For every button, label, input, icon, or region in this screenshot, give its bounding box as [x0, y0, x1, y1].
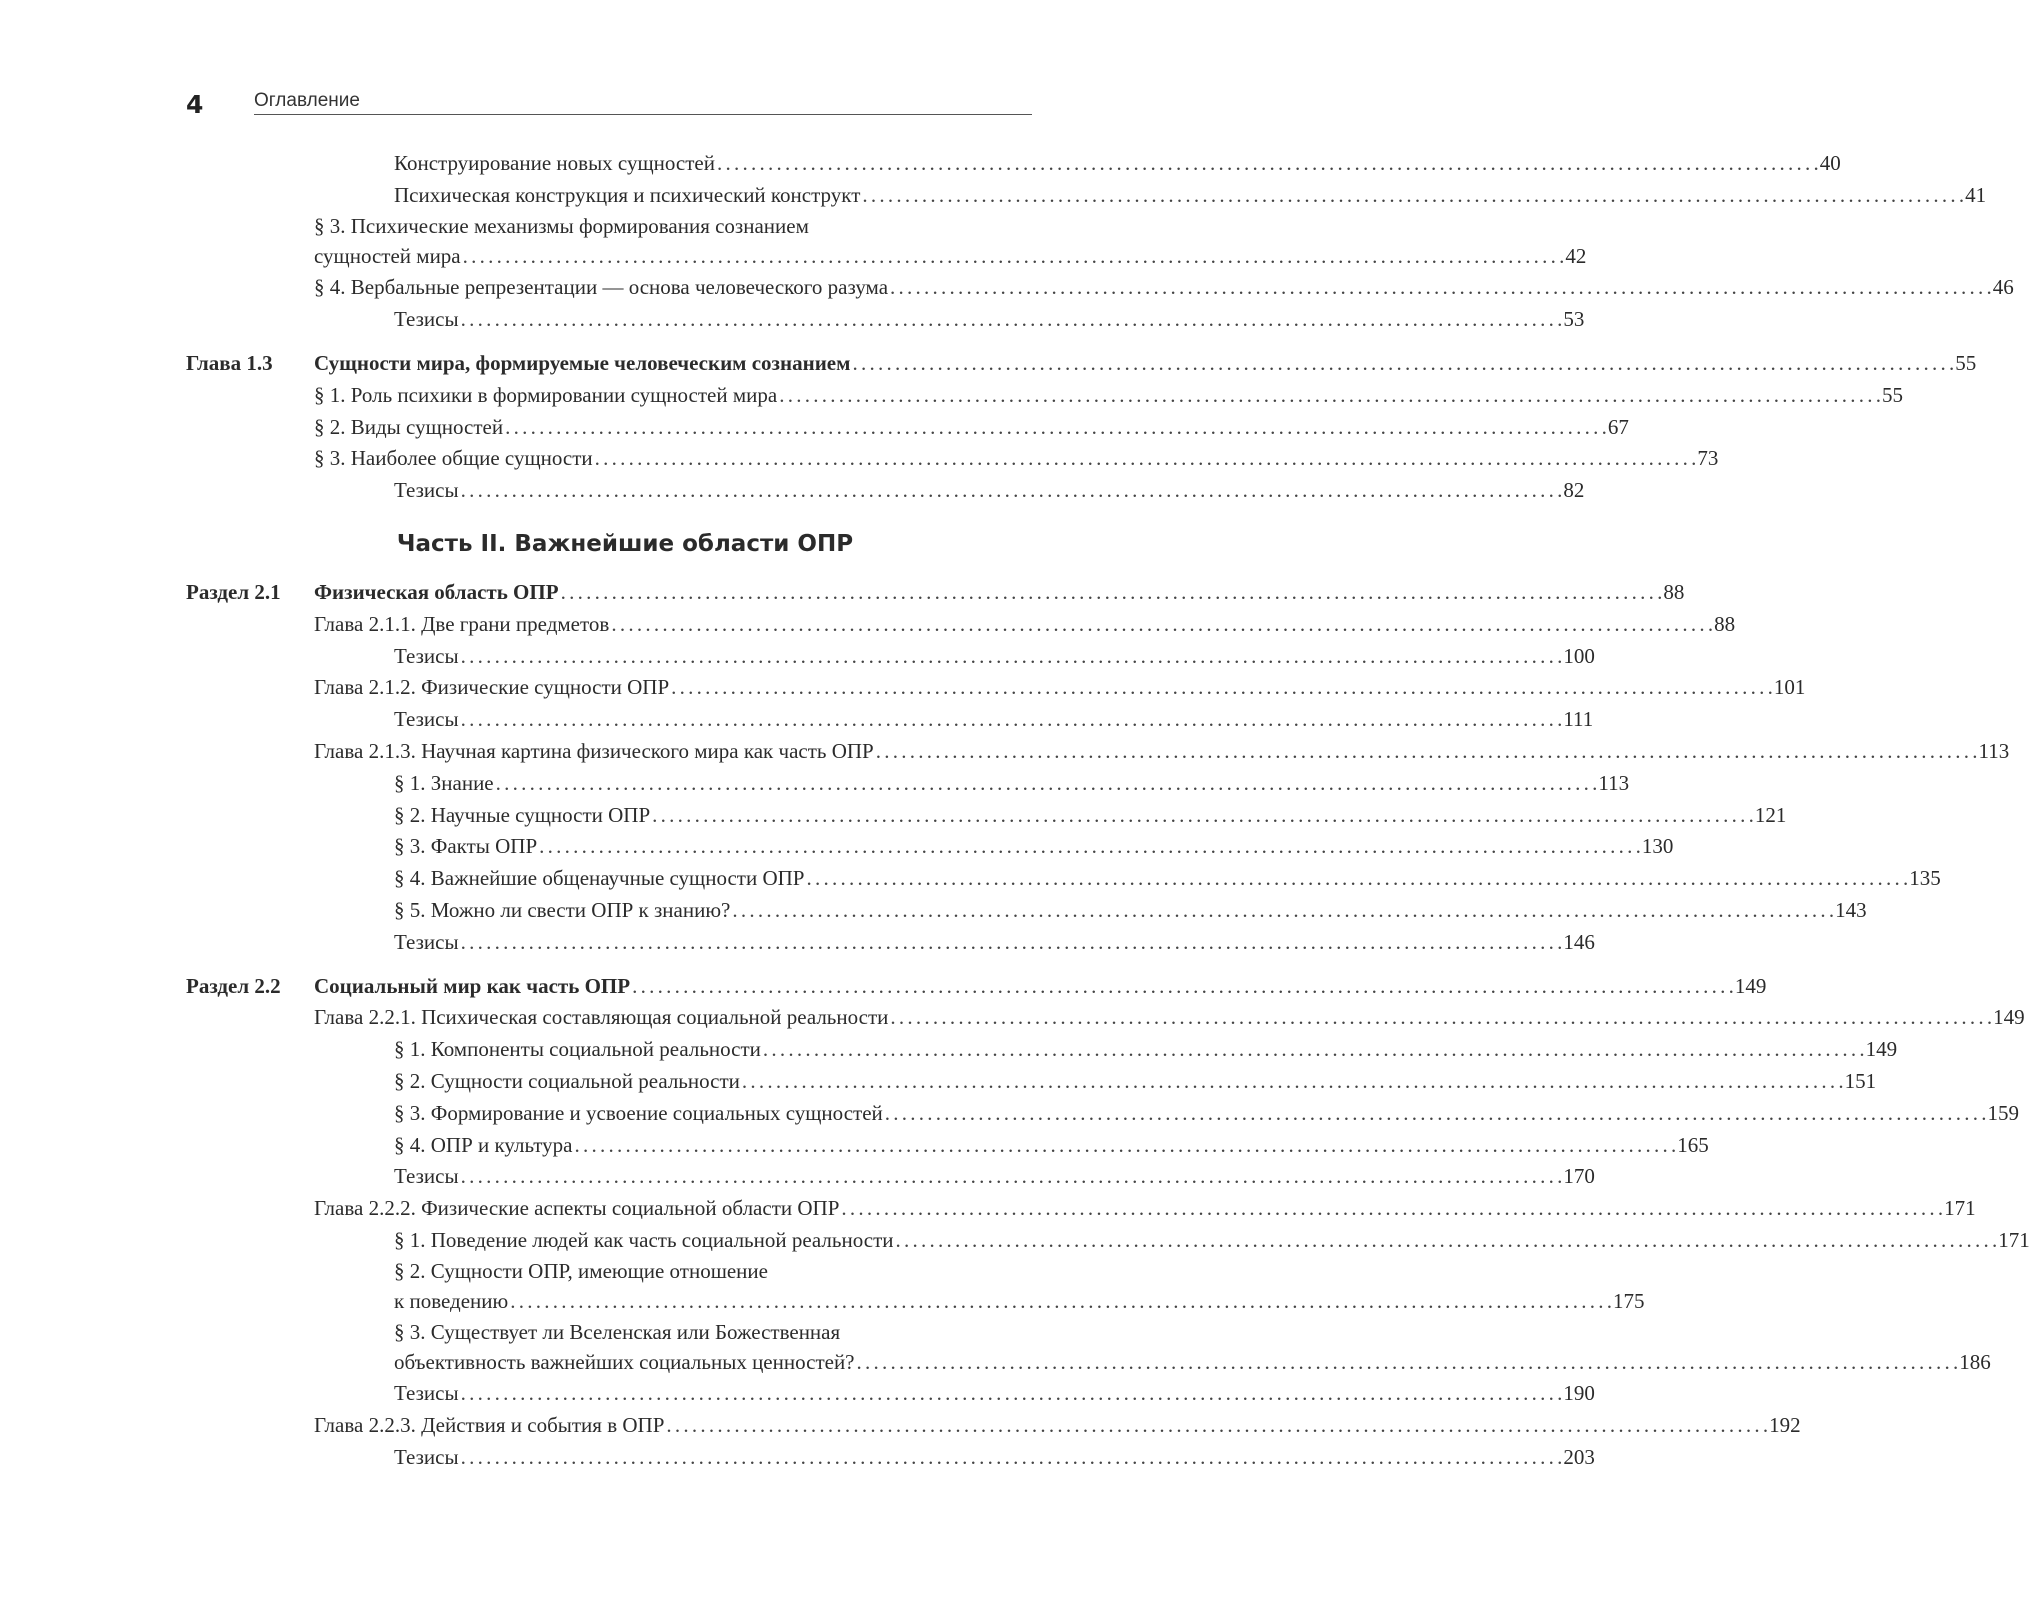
- table-of-contents: [186, 148, 2030, 1474]
- page-number: 4: [186, 90, 204, 119]
- toc-entry[interactable]: [186, 180, 1987, 212]
- toc-entry-title: § 2. Виды сущностей: [314, 414, 504, 439]
- chapter-page: 55: [1955, 350, 1977, 375]
- dot-leader: [806, 863, 1907, 895]
- header-rule: [254, 114, 1032, 115]
- section-title: Социальный мир как часть ОПР: [314, 973, 631, 998]
- toc-entry-title: Глава 2.2.3. Действия и события в ОПР: [314, 1413, 665, 1438]
- dot-leader: [890, 272, 1991, 304]
- toc-entry-page: 88: [1714, 611, 1736, 636]
- toc-entry[interactable]: [186, 1378, 1595, 1410]
- dot-leader: [896, 1225, 1997, 1257]
- running-title: Оглавление: [254, 90, 360, 111]
- toc-entry-page: 101: [1773, 675, 1806, 700]
- section-label: Раздел 2.1: [186, 579, 281, 604]
- toc-entry-page: 41: [1965, 182, 1987, 207]
- toc-entry-page: 171: [1998, 1227, 2030, 1252]
- dot-leader: [510, 1286, 1611, 1318]
- section-label: Раздел 2.2: [186, 973, 281, 998]
- toc-entry-first-line[interactable]: [186, 1318, 1032, 1347]
- dot-leader: [779, 380, 1880, 412]
- toc-entry-page: 186: [1959, 1349, 1991, 1374]
- dot-leader: [671, 672, 1772, 704]
- dot-leader: [611, 609, 1712, 641]
- part-heading: Часть II. Важнейшие области ОПР: [396, 530, 854, 557]
- toc-entry-title: § 4. ОПР и культура: [394, 1132, 573, 1157]
- toc-entry-page: 113: [1978, 738, 2010, 763]
- dot-leader: [885, 1098, 1986, 1130]
- toc-entry-page: 149: [1865, 1037, 1898, 1062]
- toc-entry-page: 100: [1563, 643, 1595, 668]
- toc-entry[interactable]: [186, 475, 1585, 507]
- toc-entry-page: 42: [1565, 243, 1587, 268]
- toc-entry-page: 146: [1563, 929, 1595, 954]
- dot-leader: [652, 800, 1753, 832]
- toc-entry-title: Тезисы: [394, 478, 459, 503]
- toc-entry-title: § 3. Формирование и усвоение социальных сущностей: [394, 1100, 883, 1125]
- dot-leader: [857, 1347, 1958, 1379]
- toc-entry[interactable]: [186, 831, 1674, 863]
- toc-entry[interactable]: [186, 1098, 2020, 1130]
- toc-entry-title: Глава 2.1.1. Две грани предметов: [314, 611, 610, 636]
- toc-entry-title: Тезисы: [394, 1381, 459, 1406]
- toc-entry-page: 55: [1881, 382, 1903, 407]
- toc-entry-page: 67: [1607, 414, 1629, 439]
- toc-entry-page: 40: [1819, 151, 1841, 175]
- toc-entry-title: § 1. Роль психики в формировании сущностей мира: [314, 382, 778, 407]
- toc-entry-title: Глава 2.2.2. Физические аспекты социальной области ОПР: [314, 1196, 840, 1221]
- toc-entry-title: Тезисы: [394, 307, 459, 332]
- toc-entry[interactable]: [186, 895, 1867, 927]
- toc-entry-page: 190: [1563, 1381, 1595, 1406]
- toc-entry-page: 151: [1844, 1068, 1877, 1093]
- toc-entry-title: Тезисы: [394, 929, 459, 954]
- dot-leader: [632, 971, 1733, 1003]
- toc-entry[interactable]: [186, 1161, 1595, 1193]
- toc-entry[interactable]: [186, 863, 1941, 895]
- toc-entry[interactable]: [186, 927, 1595, 959]
- toc-entry-title-line1: § 3. Психические механизмы формирования сознанием: [314, 213, 809, 238]
- toc-entry-page: 175: [1612, 1288, 1645, 1313]
- toc-entry[interactable]: [186, 800, 1787, 832]
- toc-entry-title: § 2. Сущности социальной реальности: [394, 1068, 740, 1093]
- toc-entry[interactable]: [186, 1034, 1898, 1066]
- toc-entry-title: § 4. Вербальные репрезентации — основа человеческого разума: [314, 275, 889, 300]
- toc-entry-title-line1: § 2. Сущности ОПР, имеющие отношение: [394, 1258, 768, 1283]
- toc-entry[interactable]: [186, 1066, 1877, 1098]
- toc-entry[interactable]: [186, 768, 1630, 800]
- toc-entry-title: Глава 2.1.2. Физические сущности ОПР: [314, 675, 670, 700]
- toc-entry-title: объективность важнейших социальных ценностей?: [394, 1349, 855, 1374]
- toc-entry-title: § 1. Компоненты социальной реальности: [394, 1037, 761, 1062]
- toc-entry[interactable]: [186, 272, 2014, 304]
- chapter-title: Сущности мира, формируемые человеческим сознанием: [314, 350, 851, 375]
- toc-entry-page: 159: [1987, 1100, 2020, 1125]
- toc-entry-title: Тезисы: [394, 643, 459, 668]
- toc-entry-page: 192: [1769, 1413, 1801, 1438]
- dot-leader: [876, 736, 1977, 768]
- section-page: 88: [1663, 579, 1685, 604]
- chapter-label: Глава 1.3: [186, 350, 273, 375]
- dot-leader: [574, 1130, 1675, 1162]
- dot-leader: [461, 304, 1562, 336]
- dot-leader: [890, 1002, 1991, 1034]
- toc-entry[interactable]: [186, 1442, 1595, 1474]
- toc-entry[interactable]: [186, 148, 1841, 180]
- toc-entry-title: § 2. Научные сущности ОПР: [394, 802, 651, 827]
- dot-leader: [666, 1410, 1767, 1442]
- toc-entry-title: § 3. Факты ОПР: [394, 834, 538, 859]
- dot-leader: [461, 1161, 1562, 1193]
- dot-leader: [717, 148, 1818, 180]
- toc-entry-title: Тезисы: [394, 1164, 459, 1189]
- toc-entry-page: 82: [1563, 478, 1585, 503]
- toc-entry-page: 171: [1944, 1196, 1976, 1221]
- toc-chapter-1-3[interactable]: [186, 348, 1977, 380]
- dot-leader: [539, 831, 1640, 863]
- toc-entry-page: 165: [1677, 1132, 1709, 1157]
- toc-entry-title: сущностей мира: [314, 243, 461, 268]
- toc-entry-title: § 3. Наиболее общие сущности: [314, 446, 593, 471]
- toc-entry-title: к поведению: [394, 1288, 509, 1313]
- toc-entry-page: 130: [1641, 834, 1674, 859]
- toc-entry-title: Конструирование новых сущностей: [394, 151, 715, 175]
- toc-entry-title: § 4. Важнейшие общенаучные сущности ОПР: [394, 866, 805, 891]
- toc-entry-page: 121: [1754, 802, 1787, 827]
- toc-entry-page: 53: [1563, 307, 1585, 332]
- dot-leader: [505, 412, 1606, 444]
- toc-entry-title: Тезисы: [394, 1444, 459, 1469]
- toc-entry-page: 73: [1697, 446, 1719, 471]
- toc-entry-page: 143: [1835, 897, 1867, 922]
- dot-leader: [463, 241, 1564, 273]
- dot-leader: [841, 1193, 1942, 1225]
- dot-leader: [496, 768, 1597, 800]
- section-page: 149: [1734, 973, 1767, 998]
- dot-leader: [742, 1066, 1843, 1098]
- toc-entry-title: § 5. Можно ли свести ОПР к знанию?: [394, 897, 731, 922]
- toc-entry-title: Психическая конструкция и психический конструкт: [394, 182, 861, 207]
- toc-entry[interactable]: [186, 1130, 1709, 1162]
- toc-entry[interactable]: [186, 1410, 1801, 1442]
- dot-leader: [461, 475, 1562, 507]
- toc-entry-first-line[interactable]: [186, 212, 1032, 241]
- toc-entry-title: Глава 2.1.3. Научная картина физического мира как часть ОПР: [314, 738, 874, 763]
- toc-entry-title: § 1. Знание: [394, 770, 494, 795]
- toc-entry[interactable]: [186, 1286, 1645, 1318]
- toc-entry[interactable]: [186, 672, 1806, 704]
- toc-entry[interactable]: [186, 609, 1736, 641]
- page-header: [186, 86, 1032, 120]
- toc-entry-page: 46: [1992, 275, 2014, 300]
- toc-entry[interactable]: [186, 443, 1719, 475]
- toc-entry-title: § 1. Поведение людей как часть социальной реальности: [394, 1227, 894, 1252]
- toc-entry-title: Глава 2.2.1. Психическая составляющая социальной реальности: [314, 1005, 889, 1030]
- toc-entry[interactable]: [186, 641, 1595, 673]
- dot-leader: [862, 180, 1963, 212]
- toc-entry[interactable]: [186, 1347, 1991, 1379]
- toc-entry-first-line[interactable]: [186, 1257, 1032, 1286]
- section-title: Физическая область ОПР: [314, 579, 559, 604]
- toc-entry-title-line1: § 3. Существует ли Вселенская или Божественная: [394, 1319, 841, 1344]
- toc-entry[interactable]: [186, 736, 2010, 768]
- toc-entry[interactable]: [186, 412, 1629, 444]
- dot-leader: [461, 704, 1562, 736]
- dot-leader: [461, 927, 1562, 959]
- dot-leader: [561, 577, 1662, 609]
- toc-section-2-2[interactable]: [186, 971, 1767, 1003]
- dot-leader: [732, 895, 1833, 927]
- dot-leader: [763, 1034, 1864, 1066]
- toc-entry-page: 111: [1563, 707, 1594, 732]
- toc-entry[interactable]: [186, 304, 1585, 336]
- toc-section-2-1[interactable]: [186, 577, 1685, 609]
- dot-leader: [461, 1378, 1562, 1410]
- toc-entry-page: 203: [1563, 1444, 1595, 1469]
- toc-entry-page: 170: [1563, 1164, 1595, 1189]
- toc-entry[interactable]: [186, 1002, 2025, 1034]
- toc-entry[interactable]: [186, 1225, 2030, 1257]
- toc-entry-page: 135: [1909, 866, 1941, 891]
- toc-entry[interactable]: [186, 241, 1587, 273]
- toc-entry-title: Тезисы: [394, 707, 459, 732]
- dot-leader: [461, 641, 1562, 673]
- toc-entry-page: 113: [1598, 770, 1630, 795]
- dot-leader: [595, 443, 1696, 475]
- toc-entry-page: 149: [1993, 1005, 2025, 1030]
- dot-leader: [852, 348, 1953, 380]
- toc-entry[interactable]: [186, 1193, 1976, 1225]
- toc-entry[interactable]: [186, 704, 1594, 736]
- dot-leader: [461, 1442, 1562, 1474]
- toc-entry[interactable]: [186, 380, 1903, 412]
